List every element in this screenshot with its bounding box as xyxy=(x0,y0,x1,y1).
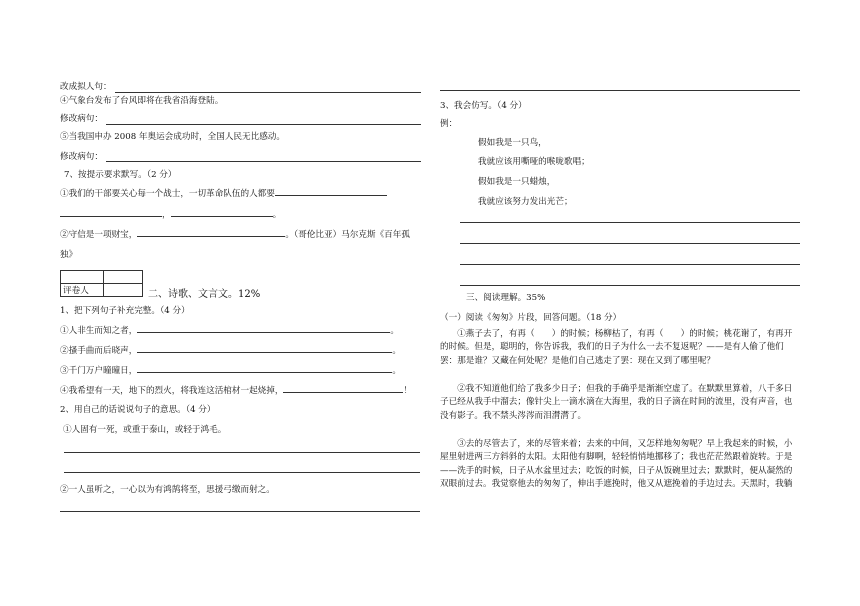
q1-item-text: ②搔手曲而后晓声， xyxy=(60,346,138,356)
blank[interactable] xyxy=(137,352,392,353)
answer-line[interactable] xyxy=(460,264,800,265)
q1-item-text: ④我希望有一天，地下的烈火，将我连这活棺材一起烧掉， xyxy=(60,386,284,396)
poem-line: 我就应该用嘶哑的喉咙歌唱； xyxy=(478,157,590,167)
blank[interactable] xyxy=(137,372,392,373)
answer-line[interactable] xyxy=(460,285,800,286)
blank[interactable] xyxy=(171,216,273,217)
answer-line[interactable] xyxy=(460,243,800,244)
fix-label: 修改病句： xyxy=(60,152,103,162)
answer-line[interactable] xyxy=(440,90,800,91)
q1-item xyxy=(60,347,401,356)
q1-item xyxy=(60,367,401,376)
q2-item-2: ②一人虽听之，一心以为有鸿鹄将至，思援弓缴而射之。 xyxy=(60,485,275,495)
answer-line[interactable] xyxy=(115,92,421,93)
q7-item-1-end: 。 xyxy=(272,210,282,220)
answer-line[interactable] xyxy=(460,222,800,223)
section-2-title: 二、诗歌、文言文。12% xyxy=(148,289,261,300)
grader-label: 评卷人 xyxy=(61,284,104,297)
rewrite-label: 改成拟人句： xyxy=(60,82,112,92)
q1-item xyxy=(60,387,412,396)
q7-item-1-cont xyxy=(60,211,281,220)
q1-item-end: 。 xyxy=(392,366,401,376)
q7-item-2-text: ②守信是一项财宝， xyxy=(60,230,138,240)
q1-item-text: ①人非生而知之者， xyxy=(60,326,138,336)
q2-item-1: ①人固有一死，或重于泰山，或轻于鸿毛。 xyxy=(63,425,227,435)
q1-item-end: ！ xyxy=(403,386,413,396)
sentence-4: ④气象台发布了台风即将在我省沿海登陆。 xyxy=(60,96,224,106)
poem-line: 我就应该努力发出光芒； xyxy=(478,197,573,207)
passage-paragraph-3: ③去的尽管去了，来的尽管来着；去来的中间，又怎样地匆匆呢？早上我起来的时候，小屋里射进两三方斜斜的太阳。太阳他有脚啊，轻轻悄悄地挪移了；我也茫茫然跟着旋转。于是——洗手的时候，日子从水盆里过去；吃饭的时候，日子从饭碗里过去；默默时，便从凝然的双眼前过去。我觉察他去的匆匆了，伸出手遮挽时，他又从遮挽着的手边过去。天黑时，我躺 xyxy=(440,439,793,489)
example-label: 例： xyxy=(440,119,458,129)
blank[interactable] xyxy=(137,236,285,237)
grader-table xyxy=(60,270,143,297)
poem-line: 假如我是一只鸟， xyxy=(478,138,547,148)
answer-line[interactable] xyxy=(64,452,420,453)
poem-line: 假如我是一只蜡烛， xyxy=(478,177,556,187)
blank[interactable] xyxy=(283,392,403,393)
section-3-title: 三、阅读理解。35% xyxy=(466,293,546,303)
blank[interactable] xyxy=(60,216,162,217)
q7-item-1-sep: ， xyxy=(162,210,171,220)
q1-item xyxy=(60,327,399,336)
q2-title: 2、用自己的话说说句子的意思。（4 分） xyxy=(60,405,216,415)
answer-line[interactable] xyxy=(64,472,420,473)
sentence-5: ⑤当我国申办 2008 年奥运会成功时，全国人民无比感动。 xyxy=(60,132,285,142)
q7-item-2 xyxy=(60,231,410,240)
answer-line[interactable] xyxy=(60,511,420,512)
answer-line[interactable] xyxy=(106,161,421,162)
q3-title: 3、我会仿写。（4 分） xyxy=(440,101,527,111)
passage-paragraph-1: ①燕子去了，有再（ ）的时候；杨柳枯了，有再（ ）的时候；桃花谢了，有再开的时候。但是，聪明的，你告诉我，我们的日子为什么一去不复返呢？——是有人偷了他们罢：那是谁？又藏在何处呢？是他们自己逃走了罢：现在又到了哪里呢？ xyxy=(440,329,793,366)
q1-title: 1、把下列句子补充完整。（4 分） xyxy=(60,306,190,316)
q1-item-text: ③千门万户曈曈日， xyxy=(60,366,138,376)
part-1-title: （一）阅读《匆匆》片段，回答问题。（18 分） xyxy=(440,313,622,323)
q1-item-end: 。 xyxy=(392,346,401,356)
answer-line[interactable] xyxy=(106,124,421,125)
q7-title: 7、按提示要求默写。（2 分） xyxy=(64,170,177,180)
fix-label: 修改病句： xyxy=(60,114,103,124)
q7-item-2-cont: 独》 xyxy=(60,250,78,260)
q7-item-1 xyxy=(60,190,387,199)
blank[interactable] xyxy=(137,332,390,333)
score-cell[interactable] xyxy=(104,284,143,297)
q7-item-1-text: ①我们的干部要关心每一个战士，一切革命队伍的人都要 xyxy=(60,189,275,199)
blank[interactable] xyxy=(275,195,387,196)
passage-paragraph-2: ②我不知道他们给了我多少日子；但我的手确乎是渐渐空虚了。在默默里算着，八千多日子已经从我手中溜去；像针尖上一滴水滴在大海里，我的日子滴在时间的流里，没有声音，也没有影子。我不禁头涔涔而泪潸潸了。 xyxy=(440,384,793,421)
q1-item-end: 。 xyxy=(390,326,399,336)
q7-item-2-suffix: 。（哥伦比亚）马尔克斯《百年孤 xyxy=(285,230,410,240)
